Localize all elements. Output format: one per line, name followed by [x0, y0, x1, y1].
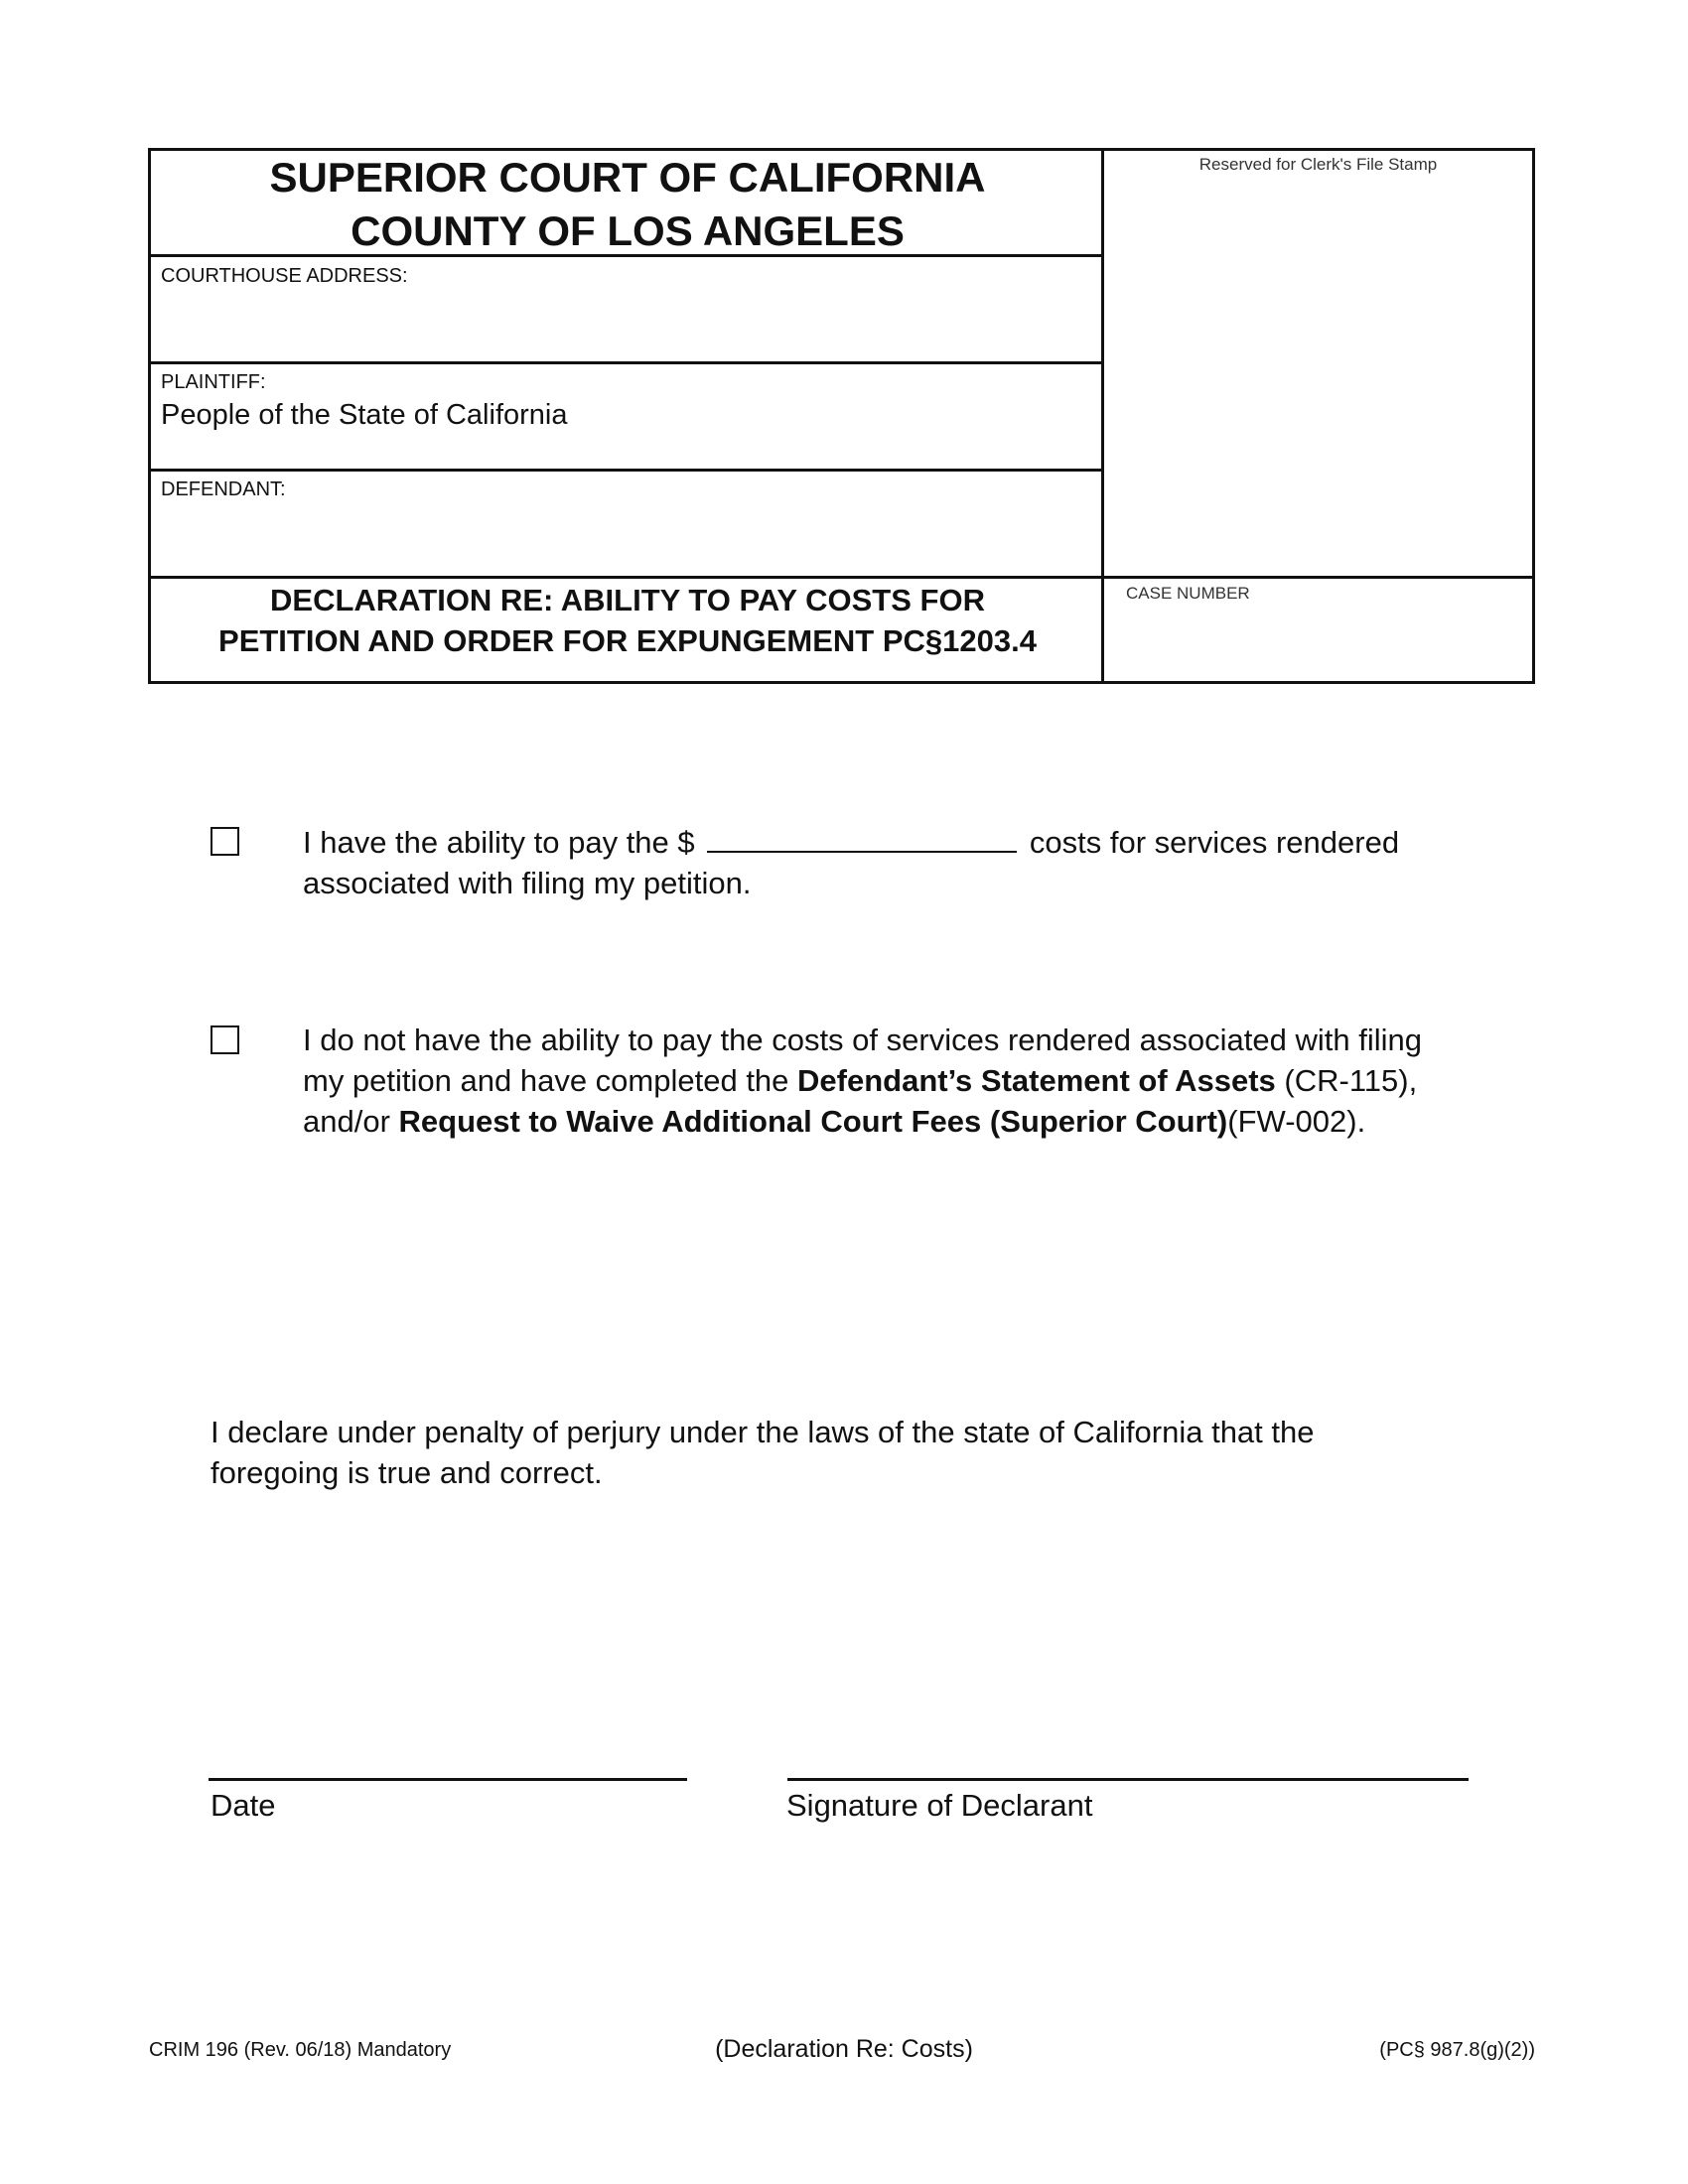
header-border-bottom: [148, 681, 1535, 684]
option2-text: [303, 1020, 1554, 1142]
courthouse-address-label: COURTHOUSE ADDRESS:: [161, 265, 408, 287]
form-title: [151, 580, 1104, 661]
fee-waiver-form-name: Request to Waive Additional Court Fees (Superior Court): [398, 1104, 1228, 1139]
court-title: [151, 151, 1104, 258]
option2-line3-prefix: and/or: [303, 1104, 399, 1139]
header-border-right: [1532, 148, 1535, 684]
footer-center-title: (Declaration Re: Costs): [715, 2035, 973, 2063]
option2-line2: [303, 1060, 1554, 1101]
plaintiff-label: PLAINTIFF:: [161, 371, 266, 393]
plaintiff-field[interactable]: People of the State of California: [161, 399, 568, 431]
courthouse-address-field[interactable]: [161, 298, 1084, 347]
perjury-declaration: [211, 1412, 1501, 1493]
perjury-declaration-line1: I declare under penalty of perjury under the laws of the state of California that the: [211, 1415, 1315, 1449]
option2-line2-suffix: (CR-115),: [1275, 1063, 1418, 1098]
cost-amount-field[interactable]: [707, 821, 1017, 853]
option2-line2-prefix: my petition and have completed the: [303, 1063, 798, 1098]
date-signature-line[interactable]: [209, 1778, 687, 1781]
date-label: Date: [211, 1788, 276, 1823]
option2-line3-suffix: (FW-002).: [1227, 1104, 1366, 1139]
declarant-signature-line[interactable]: [787, 1778, 1469, 1781]
defendant-label: DEFENDANT:: [161, 478, 286, 500]
option1-text-before: I have the ability to pay the $: [303, 825, 695, 860]
option1-text: [303, 821, 1554, 903]
court-title-line2: COUNTY OF LOS ANGELES: [351, 207, 905, 254]
case-number-label: CASE NUMBER: [1126, 584, 1250, 603]
perjury-declaration-line2: foregoing is true and correct.: [211, 1455, 603, 1490]
option2-line3: [303, 1101, 1554, 1142]
option1-line2: associated with filing my petition.: [303, 866, 752, 900]
court-title-line1: SUPERIOR COURT OF CALIFORNIA: [269, 154, 986, 201]
clerk-stamp-label: Reserved for Clerk's File Stamp: [1198, 155, 1438, 174]
case-number-field[interactable]: [1126, 615, 1513, 665]
divider-plaintiff-defendant: [148, 469, 1104, 472]
form-title-line1: DECLARATION RE: ABILITY TO PAY COSTS FOR: [270, 583, 985, 617]
divider-address-plaintiff: [148, 361, 1104, 364]
form-id: CRIM 196 (Rev. 06/18) Mandatory: [149, 2039, 452, 2061]
statute-reference: (PC§ 987.8(g)(2)): [1379, 2039, 1535, 2061]
option2-line1: I do not have the ability to pay the costs of services rendered associated with filing: [303, 1023, 1422, 1057]
statement-of-assets-form-name: Defendant’s Statement of Assets: [797, 1063, 1276, 1098]
form-title-line2: PETITION AND ORDER FOR EXPUNGEMENT PC§1203.4: [218, 623, 1037, 658]
option1-line1: [303, 821, 1554, 863]
signature-label: Signature of Declarant: [786, 1788, 1093, 1823]
inability-to-pay-checkbox[interactable]: [211, 1025, 239, 1054]
option1-text-after: costs for services rendered: [1029, 825, 1400, 860]
divider-defendant-title: [148, 576, 1535, 579]
defendant-field[interactable]: [161, 508, 1084, 558]
ability-to-pay-checkbox[interactable]: [211, 827, 239, 856]
